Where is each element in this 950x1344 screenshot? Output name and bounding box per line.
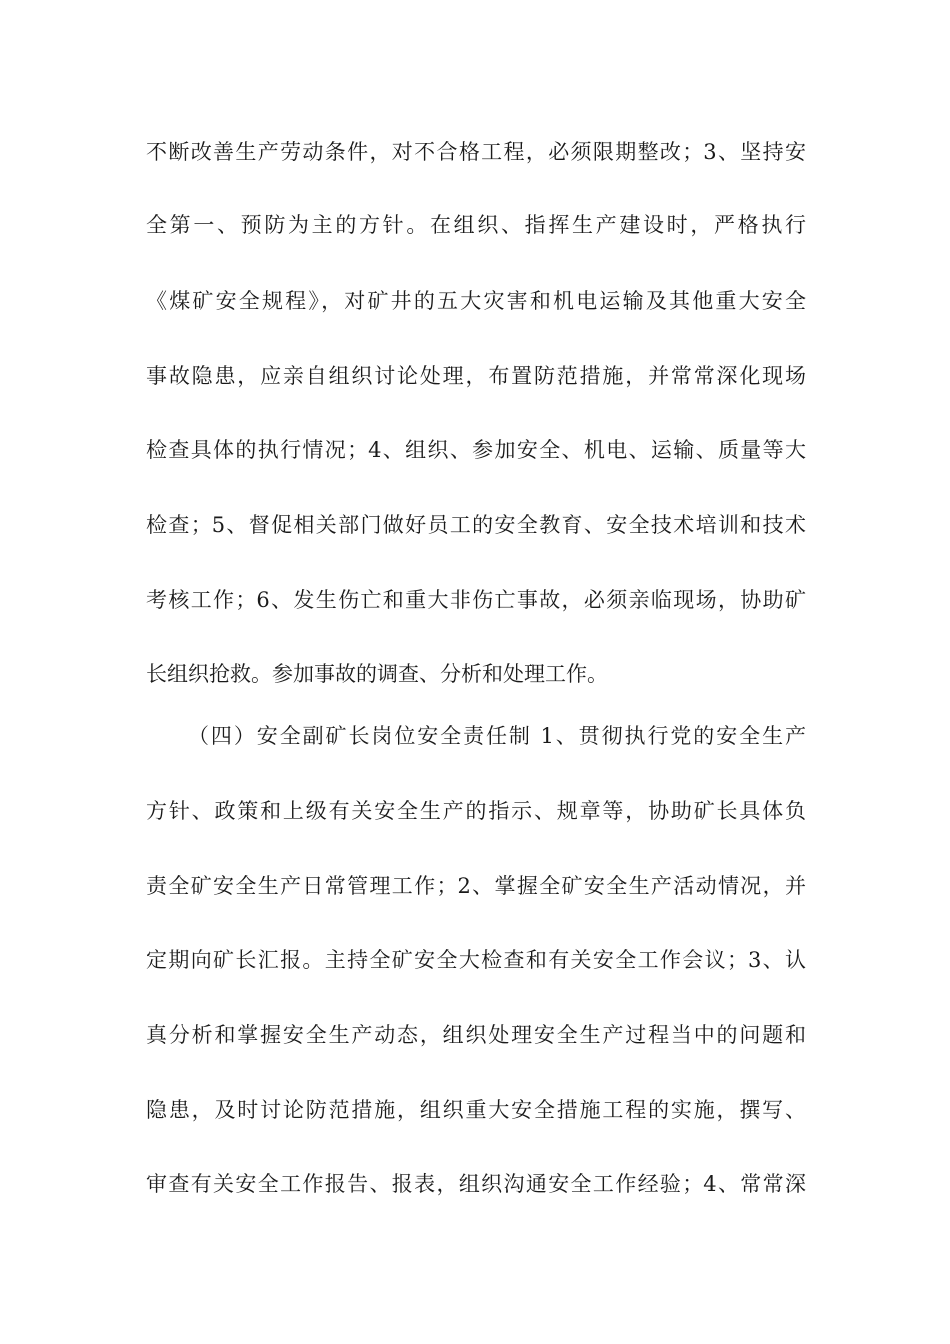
paragraph-1-line-1: 不断改善生产劳动条件，对不合格工程，必须限期整改；3、坚持安 [146,140,806,164]
paragraph-1-line-7: 考核工作；6、发生伤亡和重大非伤亡事故，必须亲临现场，协助矿 [146,588,806,612]
paragraph-2-line-5: 真分析和掌握安全生产动态，组织处理安全生产过程当中的问题和 [146,1023,806,1047]
paragraph-2-line-2: 方针、政策和上级有关安全生产的指示、规章等，协助矿长具体负 [146,799,806,823]
paragraph-2-line-6: 隐患，及时讨论防范措施，组织重大安全措施工程的实施，撰写、 [146,1098,806,1122]
paragraph-2-line-4: 定期向矿长汇报。主持全矿安全大检查和有关安全工作会议；3、认 [146,948,806,972]
paragraph-2-line-3: 责全矿安全生产日常管理工作；2、掌握全矿安全生产活动情况，并 [146,874,806,898]
paragraph-1-line-2: 全第一、预防为主的方针。在组织、指挥生产建设时，严格执行 [146,213,806,237]
paragraph-1-line-6: 检查；5、督促相关部门做好员工的安全教育、安全技术培训和技术 [146,513,806,537]
paragraph-1-line-8: 长组织抢救。参加事故的调查、分析和处理工作。 [146,662,608,686]
paragraph-1-line-4: 事故隐患，应亲自组织讨论处理，布置防范措施，并常常深化现场 [146,364,806,388]
paragraph-2-line-1: （四）安全副矿长岗位安全责任制 1、贯彻执行党的安全生产 [188,724,806,748]
paragraph-1-line-3: 《煤矿安全规程》，对矿井的五大灾害和机电运输及其他重大安全 [146,289,806,313]
paragraph-1-line-5: 检查具体的执行情况；4、组织、参加安全、机电、运输、质量等大 [146,438,806,462]
paragraph-2-line-7: 审查有关安全工作报告、报表，组织沟通安全工作经验；4、常常深 [146,1172,806,1196]
